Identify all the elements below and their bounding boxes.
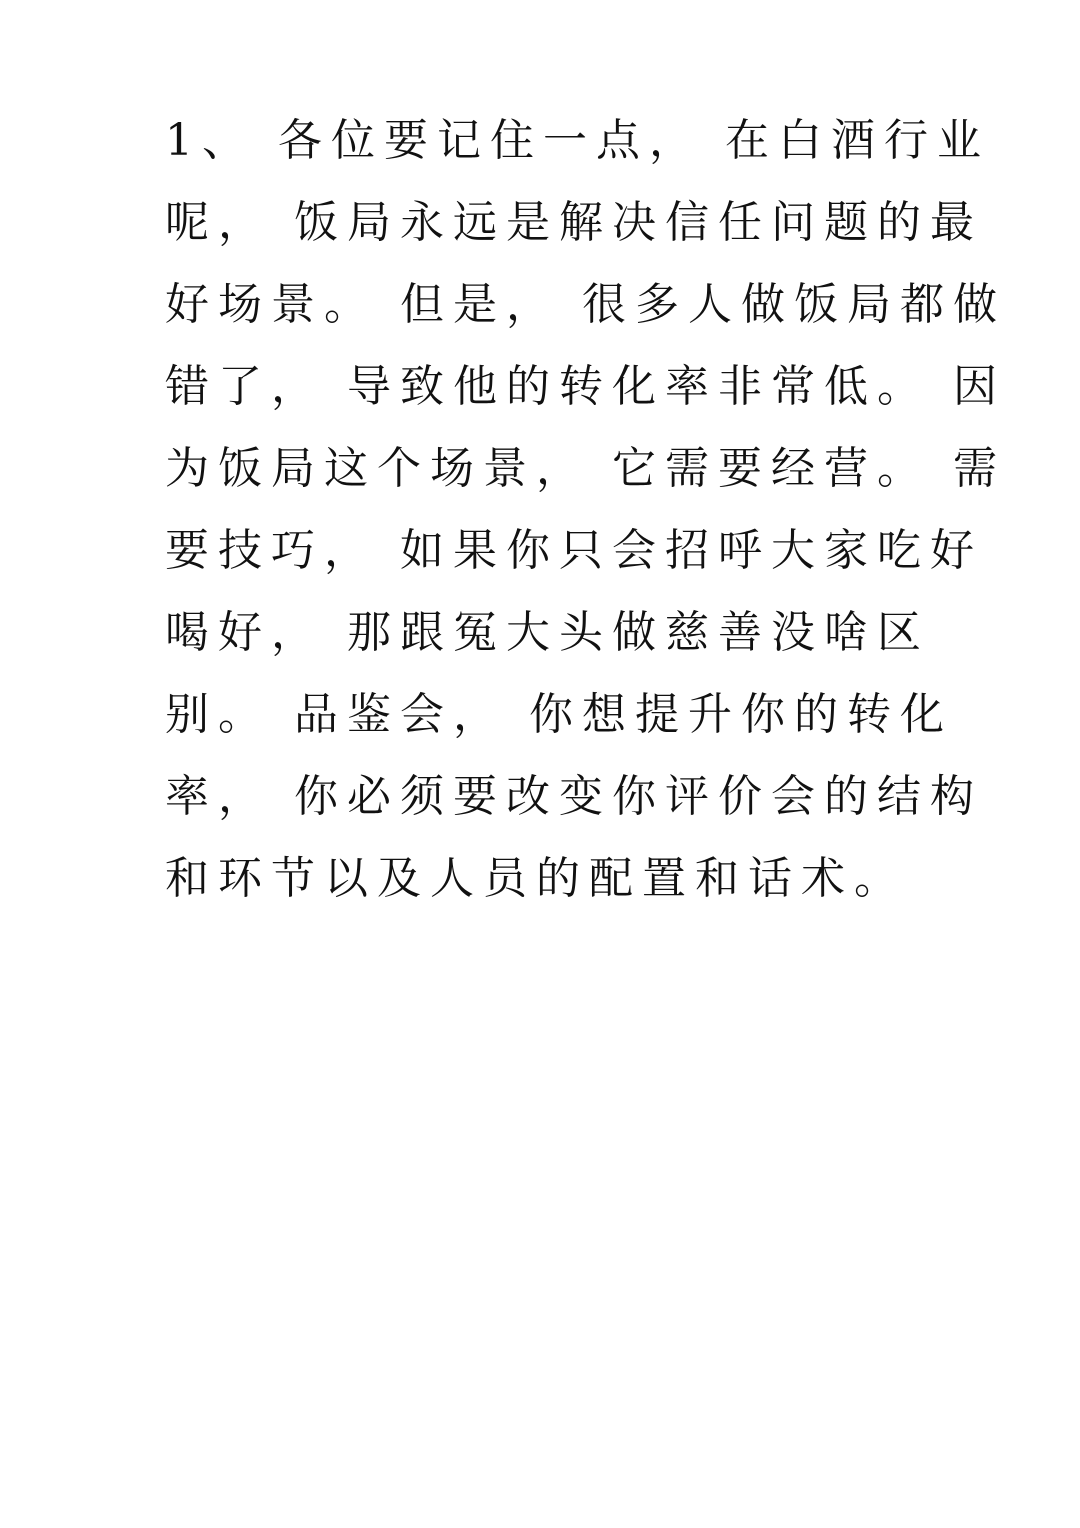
text-line: 为饭局这个场景， 它需要经营。 需 <box>165 443 1006 494</box>
text-line: 1、 各位要记住一点， 在白酒行业 <box>165 115 990 166</box>
text-line: 和环节以及人员的配置和话术。 <box>165 853 907 904</box>
text-line: 错了， 导致他的转化率非常低。 因 <box>165 361 1006 412</box>
text-line: 率， 你必须要改变你评价会的结构 <box>165 771 983 822</box>
text-line: 喝好， 那跟冤大头做慈善没啥区 <box>165 607 930 658</box>
text-line: 好场景。 但是， 很多人做饭局都做 <box>165 279 1006 330</box>
body-paragraph <box>165 100 1006 920</box>
text-line: 呢， 饭局永远是解决信任问题的最 <box>165 197 983 248</box>
text-line: 别。 品鉴会， 你想提升你的转化 <box>165 689 953 740</box>
text-line: 要技巧， 如果你只会招呼大家吃好 <box>165 525 983 576</box>
